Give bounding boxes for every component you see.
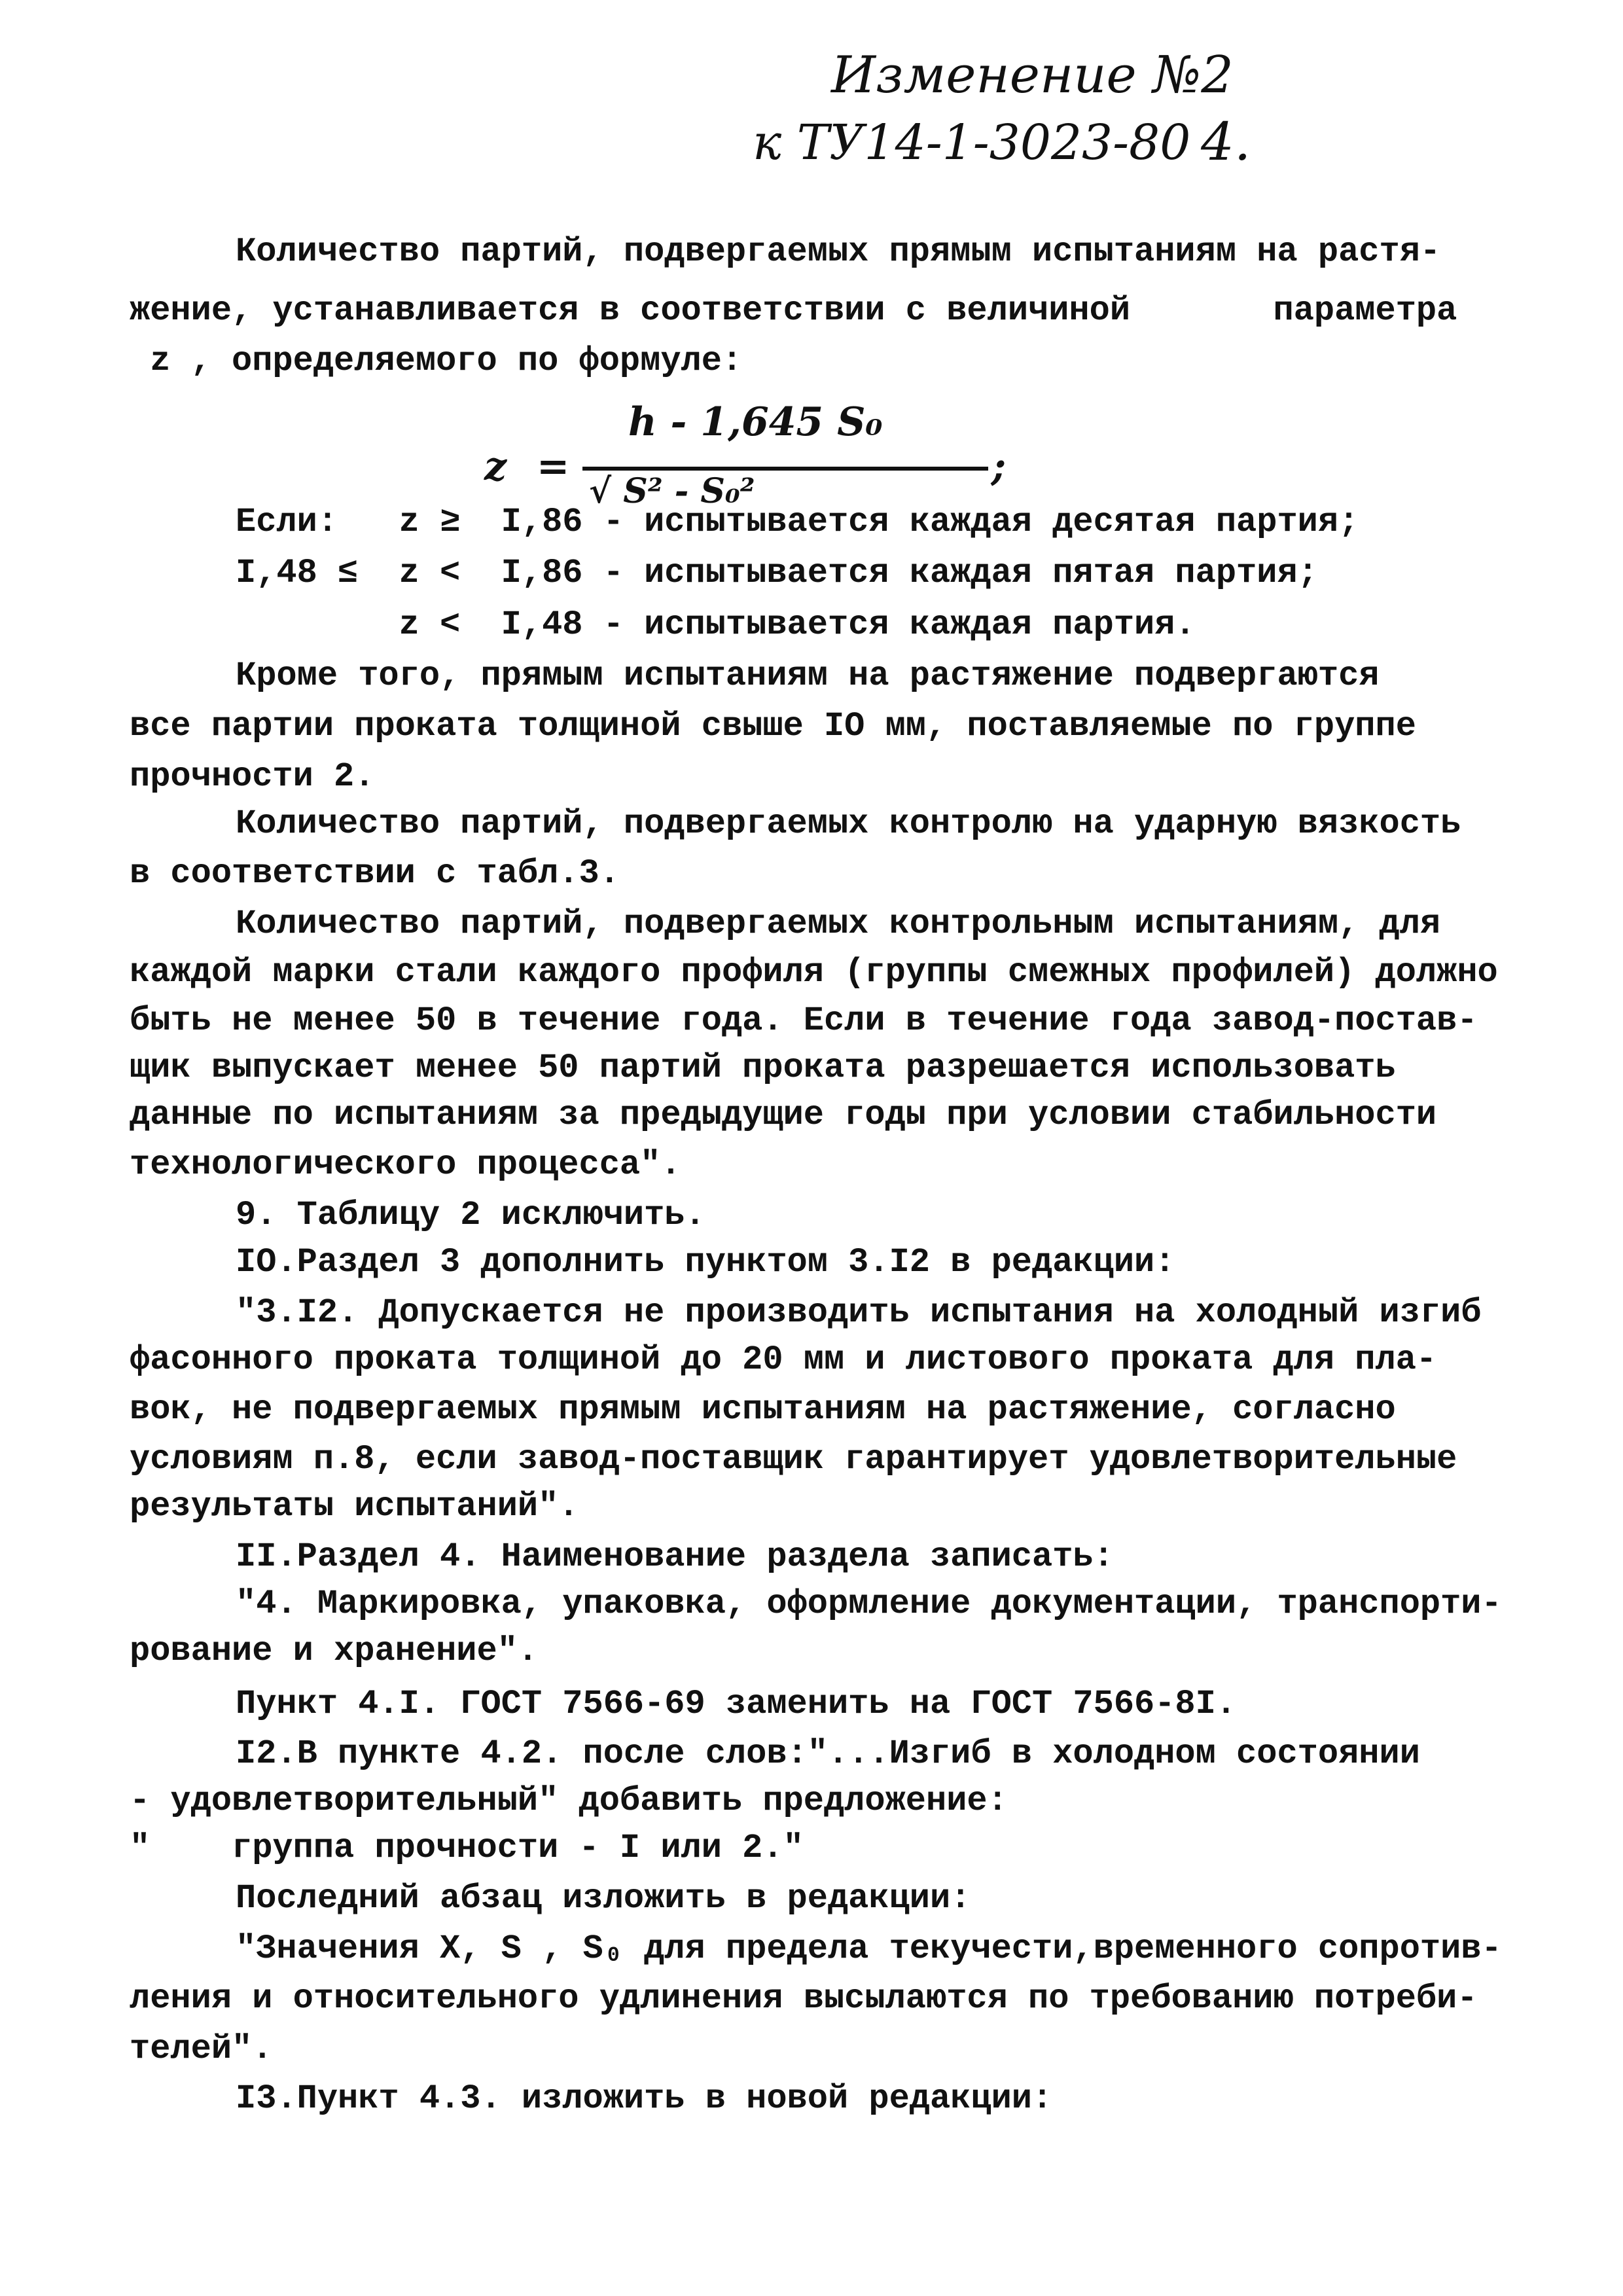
text-line: I,48 ≤ z < I,86 - испытывается каждая пятая партия; — [236, 554, 1318, 592]
formula-lhs: z — [484, 444, 507, 490]
text-line: результаты испытаний". — [130, 1487, 579, 1526]
formula-denominator: √ S² - S₀² — [589, 471, 755, 511]
text-line: жение, устанавливается в соответствии с величиной параметра — [130, 291, 1457, 330]
text-line: Количество партий, подвергаемых прямым испытаниям на растя- — [236, 232, 1441, 271]
text-line: I2.В пункте 4.2. после слов:"...Изгиб в холодном состоянии — [236, 1734, 1420, 1773]
text-line: прочности 2. — [130, 757, 375, 796]
text-line: данные по испытаниям за предыдущие годы при условии стабильности — [130, 1096, 1437, 1134]
page-number: 4. — [1201, 111, 1251, 172]
text-line: "3.I2. Допускается не производить испытания на холодный изгиб — [236, 1293, 1482, 1332]
text-line: в соответствии с табл.3. — [130, 854, 620, 893]
text-line: "Значения X, S , S₀ для предела текучести,временного сопротив- — [236, 1929, 1502, 1968]
text-line: "4. Маркировка, упаковка, оформление документации, транспорти- — [236, 1585, 1502, 1623]
text-line: I3.Пункт 4.3. изложить в новой редакции: — [236, 2079, 1053, 2118]
text-line: Пункт 4.I. ГОСТ 7566-69 заменить на ГОСТ 7566-8I. — [236, 1685, 1237, 1723]
formula-end: ; — [991, 444, 1007, 490]
change-title: Изменение №2 — [831, 46, 1234, 105]
text-line: рование и хранение". — [130, 1632, 539, 1670]
text-line: вок, не подвергаемых прямым испытаниям на растяжение, согласно — [130, 1390, 1396, 1429]
text-line: II.Раздел 4. Наименование раздела записать: — [236, 1537, 1114, 1576]
text-line: z , определяемого по формуле: — [130, 342, 743, 380]
text-line: Количество партий, подвергаемых контролю на ударную вязкость — [236, 804, 1461, 843]
text-line: - удовлетворительный" добавить предложение: — [130, 1782, 1008, 1820]
text-line: каждой марки стали каждого профиля (группы смежных профилей) должно — [130, 953, 1498, 992]
text-line: быть не менее 50 в течение года. Если в течение года завод-постав- — [130, 1001, 1478, 1040]
text-line: фасонного проката толщиной до 20 мм и листового проката для пла- — [130, 1340, 1437, 1379]
formula-numerator: h - 1,645 S₀ — [628, 399, 883, 445]
text-line: условиям п.8, если завод-поставщик гарантирует удовлетворительные — [130, 1440, 1457, 1479]
text-line: 9. Таблицу 2 исключить. — [236, 1196, 705, 1234]
text-line: телей". — [130, 2030, 273, 2068]
text-line: Количество партий, подвергаемых контрольным испытаниям, для — [236, 905, 1441, 943]
text-line: IO.Раздел 3 дополнить пунктом 3.I2 в редакции: — [236, 1243, 1175, 1282]
text-line: ления и относительного удлинения высылаются по требованию потреби- — [130, 1979, 1478, 2018]
text-line: z < I,48 - испытывается каждая партия. — [236, 605, 1196, 644]
text-line: щик выпускает менее 50 партий проката разрешается использовать — [130, 1049, 1396, 1087]
fraction-bar — [582, 467, 988, 471]
formula-equals: = — [537, 444, 570, 490]
text-line: " группа прочности - I или 2." — [130, 1829, 804, 1867]
text-line: Если: z ≥ I,86 - испытывается каждая десятая партия; — [236, 503, 1359, 541]
text-line: все партии проката толщиной свыше IO мм, поставляемые по группе — [130, 707, 1416, 745]
text-line: Кроме того, прямым испытаниям на растяжение подвергаются — [236, 656, 1380, 695]
document-reference: к ТУ14-1-3023-80 — [753, 115, 1191, 171]
text-line: Последний абзац изложить в редакции: — [236, 1879, 971, 1918]
text-line: технологического процесса". — [130, 1145, 681, 1184]
